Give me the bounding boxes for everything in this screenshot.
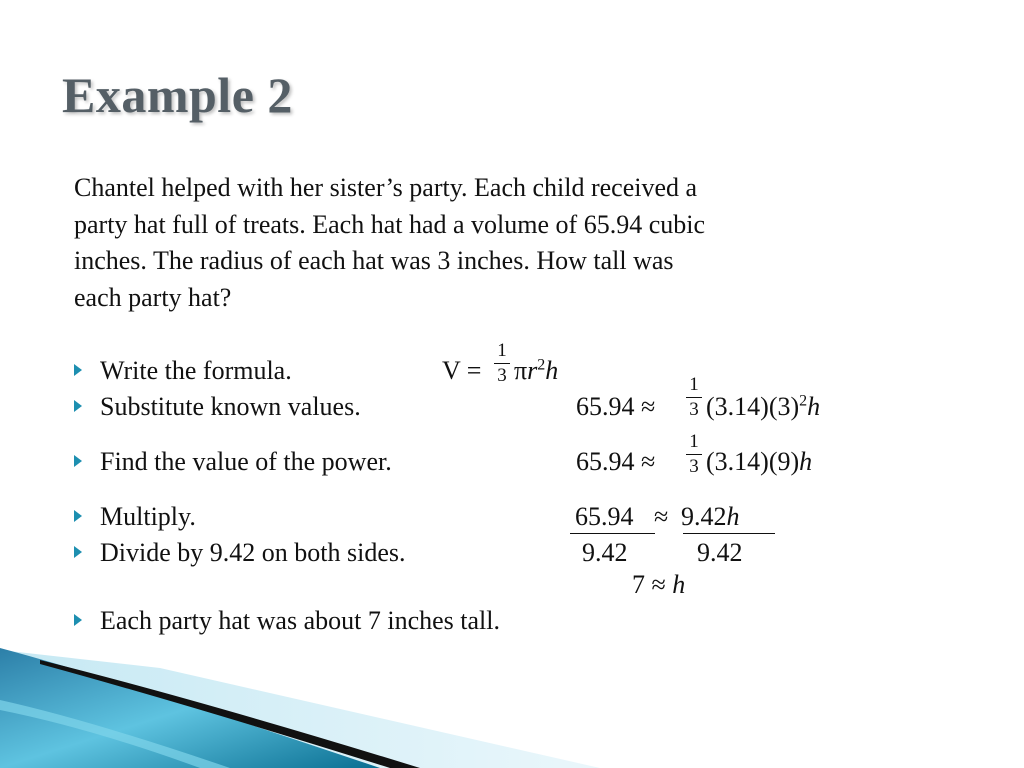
slide-title: Example 2	[62, 67, 293, 123]
height-variable: h	[545, 356, 559, 385]
divisor-right: 9.42	[697, 538, 743, 567]
coefficient: 9.42	[681, 502, 727, 531]
approx-symbol: ≈	[654, 502, 669, 531]
result-lhs: 7 ≈	[632, 570, 666, 599]
pi-symbol: π	[514, 356, 528, 385]
height-variable: h	[726, 502, 740, 531]
height-variable: h	[807, 392, 821, 421]
problem-line: party hat full of treats. Each hat had a volume of 65.94 cubic	[74, 209, 706, 239]
divisor-left: 9.42	[582, 538, 628, 567]
fraction-denominator: 3	[497, 365, 507, 386]
power-product: (3.14)(9)	[706, 447, 800, 476]
step-label: Write the formula.	[100, 356, 292, 385]
substitute-product: (3.14)(3)	[706, 392, 800, 421]
fraction-numerator: 1	[689, 374, 699, 395]
step-label: Multiply.	[100, 502, 196, 531]
problem-line: each party hat?	[74, 282, 232, 312]
height-variable: h	[672, 570, 686, 599]
power-lhs: 65.94 ≈	[576, 447, 656, 476]
fraction-numerator: 1	[689, 431, 699, 452]
fraction-numerator: 1	[497, 340, 507, 361]
step-label: Divide by 9.42 on both sides.	[100, 538, 406, 567]
step-label: Find the value of the power.	[100, 447, 392, 476]
substitute-lhs: 65.94 ≈	[576, 392, 656, 421]
fraction-denominator: 3	[689, 456, 699, 477]
exponent: 2	[799, 392, 808, 410]
formula-lhs: V =	[442, 356, 482, 385]
radius-variable: r	[527, 356, 538, 385]
exponent: 2	[537, 356, 546, 374]
height-variable: h	[799, 447, 813, 476]
problem-line: Chantel helped with her sister’s party. Each child received a	[74, 173, 698, 202]
multiply-lhs: 65.94	[575, 502, 634, 531]
step-label: Substitute known values.	[100, 392, 361, 421]
problem-line: inches. The radius of each hat was 3 inches. How tall was	[74, 246, 674, 275]
fraction-denominator: 3	[689, 399, 699, 420]
step-label: Each party hat was about 7 inches tall.	[100, 606, 500, 635]
